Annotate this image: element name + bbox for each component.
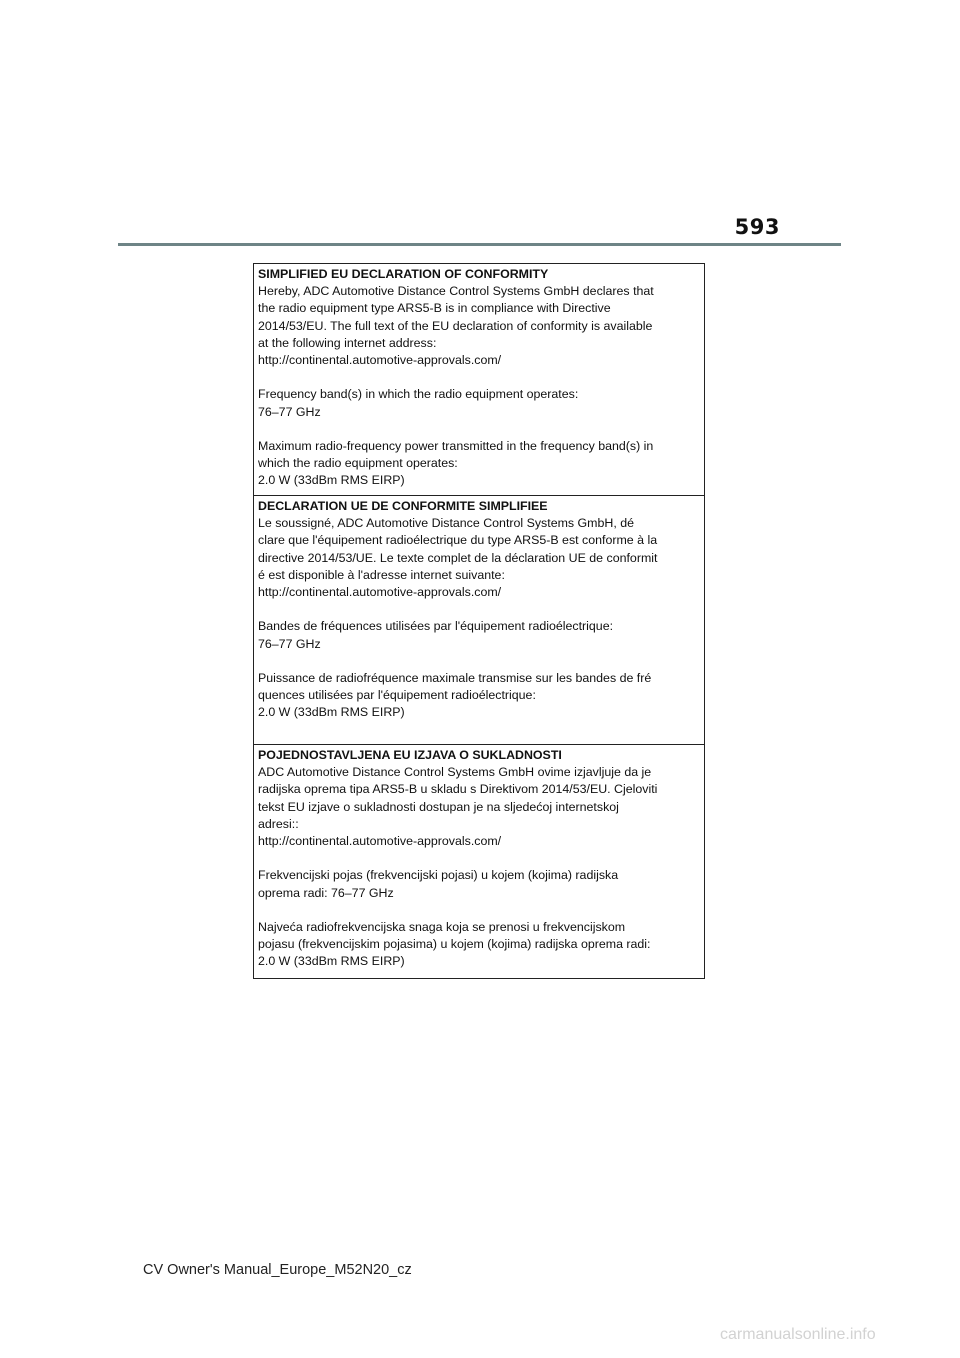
- approval-url: http://continental.automotive-approvals.com/: [258, 585, 502, 600]
- text-line: 2014/53/EU. The full text of the EU declaration of conformity is available: [258, 318, 653, 333]
- declaration-table: [253, 263, 705, 979]
- power-value: 2.0 W (33dBm RMS EIRP): [258, 705, 405, 720]
- section-title-croatian: POJEDNOSTAVLJENA EU IZJAVA O SUKLADNOSTI: [258, 748, 562, 762]
- section-title-french: DECLARATION UE DE CONFORMITE SIMPLIFIEE: [258, 499, 548, 513]
- paragraph-max-power: [258, 919, 700, 971]
- text-line: adresi::: [258, 816, 299, 831]
- text-line: at the following internet address:: [258, 335, 437, 350]
- approval-url: http://continental.automotive-approvals.com/: [258, 834, 502, 849]
- text-line: Frekvencijski pojas (frekvencijski pojasi) u kojem (kojima) radijska: [258, 868, 619, 883]
- text-line: clare que l'équipement radioélectrique du type ARS5-B est conforme à la: [258, 533, 658, 548]
- page-number: 593: [734, 215, 780, 239]
- text-line: Hereby, ADC Automotive Distance Control Systems GmbH declares that: [258, 284, 654, 299]
- text-line: Maximum radio-frequency power transmitted in the frequency band(s) in: [258, 439, 654, 453]
- section-title-english: SIMPLIFIED EU DECLARATION OF CONFORMITY: [258, 267, 549, 281]
- text-line: tekst EU izjave o sukladnosti dostupan je na sljedećoj internetskoj: [258, 799, 619, 814]
- paragraph-max-power: [258, 670, 700, 722]
- text-line: Najveća radiofrekvencijska snaga koja se prenosi u frekvencijskom: [258, 920, 626, 934]
- text-line: pojasu (frekvencijskim pojasima) u kojem (kojima) radijska oprema radi:: [258, 937, 651, 952]
- text-line: ADC Automotive Distance Control Systems GmbH ovime izjavljuje da je: [258, 765, 652, 780]
- paragraph-frequency-band: [258, 867, 700, 901]
- text-line: Bandes de fréquences utilisées par l'équipement radioélectrique:: [258, 619, 614, 634]
- paragraph-conformity-statement: [258, 283, 700, 369]
- paragraph-frequency-band: [258, 618, 700, 652]
- declaration-section-english: [254, 264, 704, 495]
- paragraph-frequency-band: [258, 386, 700, 420]
- text-line: which the radio equipment operates:: [258, 456, 458, 471]
- text-line: é est disponible à l'adresse internet suivante:: [258, 567, 505, 582]
- manual-footer: CV Owner's Manual_Europe_M52N20_cz: [143, 1262, 412, 1278]
- text-line: directive 2014/53/UE. Le texte complet de la déclaration UE de conformit: [258, 550, 658, 565]
- paragraph-max-power: [258, 438, 700, 490]
- power-value: 2.0 W (33dBm RMS EIRP): [258, 954, 405, 969]
- power-value: 2.0 W (33dBm RMS EIRP): [258, 473, 405, 488]
- text-line: radijska oprema tipa ARS5-B u skladu s Direktivom 2014/53/EU. Cjeloviti: [258, 782, 658, 797]
- frequency-value: 76–77 GHz: [258, 404, 321, 419]
- text-line: the radio equipment type ARS5-B is in compliance with Directive: [258, 301, 611, 316]
- frequency-value: 76–77 GHz: [258, 636, 321, 651]
- text-line: Frequency band(s) in which the radio equipment operates:: [258, 387, 579, 402]
- text-line: Puissance de radiofréquence maximale transmise sur les bandes de fré: [258, 671, 652, 685]
- site-watermark: carmanualsonline.info: [720, 1326, 876, 1343]
- declaration-section-croatian: [254, 744, 704, 978]
- frequency-value: oprema radi: 76–77 GHz: [258, 885, 394, 900]
- declaration-section-french: [254, 495, 704, 744]
- paragraph-conformity-statement: [258, 515, 700, 601]
- text-line: Le soussigné, ADC Automotive Distance Control Systems GmbH, dé: [258, 516, 635, 531]
- header-divider: [118, 243, 841, 246]
- text-line: quences utilisées par l'équipement radioélectrique:: [258, 688, 536, 703]
- paragraph-conformity-statement: [258, 764, 700, 850]
- approval-url: http://continental.automotive-approvals.com/: [258, 353, 502, 368]
